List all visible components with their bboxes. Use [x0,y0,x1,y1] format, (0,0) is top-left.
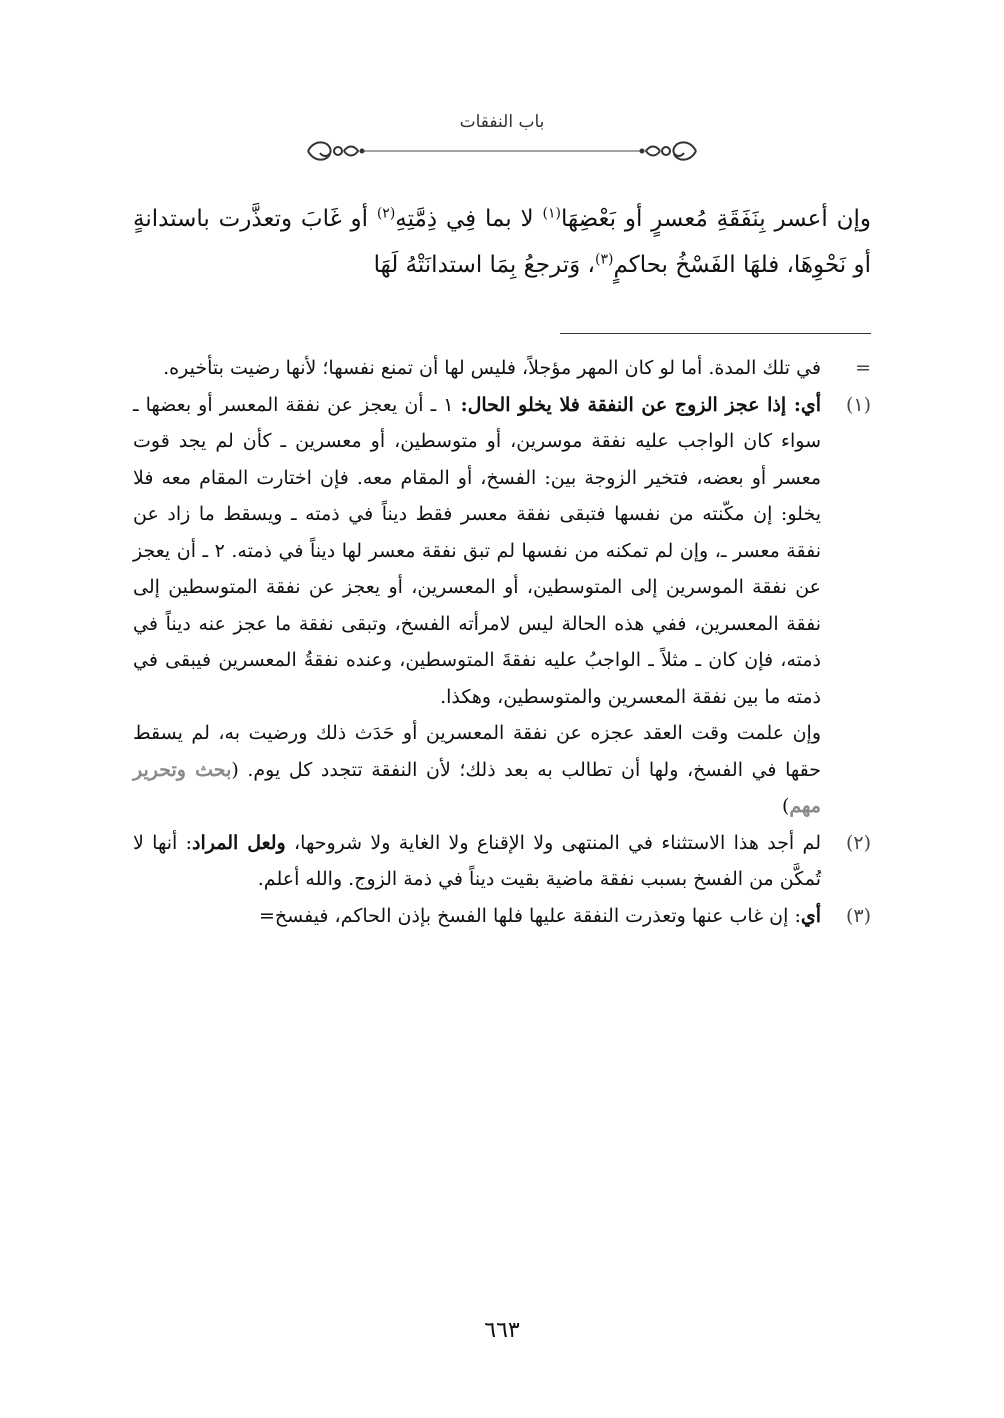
running-header [300,112,704,172]
main-paragraph [133,196,871,288]
footnote-text: لم أجد هذا الاستثناء في المنتهى ولا الإقناع ولا الغاية ولا شروحها، [285,831,821,854]
main-text-part: أو غَابَ وتعذَّرت باستدانةٍ أو نَحْوِهَا، فلهَا الفَسْخُ بحاكمٍ [133,206,871,278]
footnote-3 [133,898,871,935]
footnote-text: ) [781,795,790,817]
footnotes [133,350,871,934]
footnote-marker-1: (١) [845,393,871,416]
footnote-text: وإن علمت وقت العقد عجزه عن نفقة المعسرين أو حَدَث ذلك ورضيت به، لم يسقط حقها في الفسخ، ولها أن تطالب به بعد ذلك؛ لأن النفقة تتجدد كل يوم. ( [133,722,821,781]
footnote-marker-2: (٢) [845,831,871,854]
footnote-lead: أي [800,904,821,927]
highlight-note: بحث وتحرير مهم [133,758,821,817]
footnote-lead: ولعل المراد [192,831,286,854]
footnote-ref-1[interactable]: (١) [542,205,561,222]
footnote-ref-3[interactable]: (٣) [594,251,614,268]
footnote-continuation [133,350,871,387]
footnote-text: في تلك المدة. أما لو كان المهر مؤجلاً، فليس لها أن تمنع نفسها؛ لأنها رضيت بتأخيره. [163,357,821,379]
continuation-marker: = [855,357,871,379]
main-text-part: لا بما فِي ذِمَّتِهِ [395,206,543,232]
chapter-title: باب النفقات [459,112,545,132]
main-text-part: وإن أعسر بِنَفَقَةِ مُعسرٍ أو بَعْضِهَا [560,206,871,232]
footnote-2 [133,825,871,898]
main-text [133,196,871,288]
footnote-marker-3: (٣) [845,904,871,927]
footnote-text: ١ ـ أن يعجز عن نفقة المعسر أو بعضها ـ سواء كان الواجب عليه نفقة موسرين، أو متوسطين، أو معسرين ـ كأن لم يجد قوت معسر أو بعضه، فتخير الزوجة بين: الفسخ، أو المقام معه. فإن اختارت المقام معه فلا يخلو: إن مكّنته من نفسها فتبقى نفقة معسر فقط ديناً في ذمته ـ ويسقط ما زاد عن نفقة معسر ـ، وإن لم تمكنه من نفسها لم تبق نفقة معسر لها ديناً في ذمته. ٢ ـ أن يعجز عن نفقة الموسرين إلى المتوسطين، أو المعسرين، أو يعجز عن نفقة المتوسطين إلى نفقة المعسرين، ففي هذه الحالة ليس لامرأته الفسخ، وتبقى نفقة ما عجز عنه ديناً في ذمته، فإن كان ـ مثلاً ـ الواجبُ عليه نفقةَ المتوسطين، وعنده نفقةُ المعسرين فيبقى في ذمته ما بين نفقة المعسرين والمتوسطين، وهكذا. [133,393,821,708]
main-text-part: ، وَترجعُ بِمَا استدانَتْهُ لَهَا [373,252,595,278]
header-ornament [300,134,704,168]
footnote-text: : أنها لا تُمكَّن من الفسخ بسبب نفقة ماضية بقيت ديناً في ذمة الزوج. والله أعلم. [133,831,821,890]
page-number: ٦٦٣ [484,1318,520,1343]
footnote-text: : إن غاب عنها وتعذرت النفقة عليها فلها الفسخ بإذن الحاكم، فيفسخ= [258,904,801,927]
footnote-1-continued [133,715,871,825]
footnote-lead: أي: إذا عجز الزوج عن النفقة فلا يخلو الحال: [460,393,821,416]
footnote-1 [133,387,871,716]
footnote-separator [560,333,871,334]
footnote-ref-2[interactable]: (٢) [376,205,396,222]
